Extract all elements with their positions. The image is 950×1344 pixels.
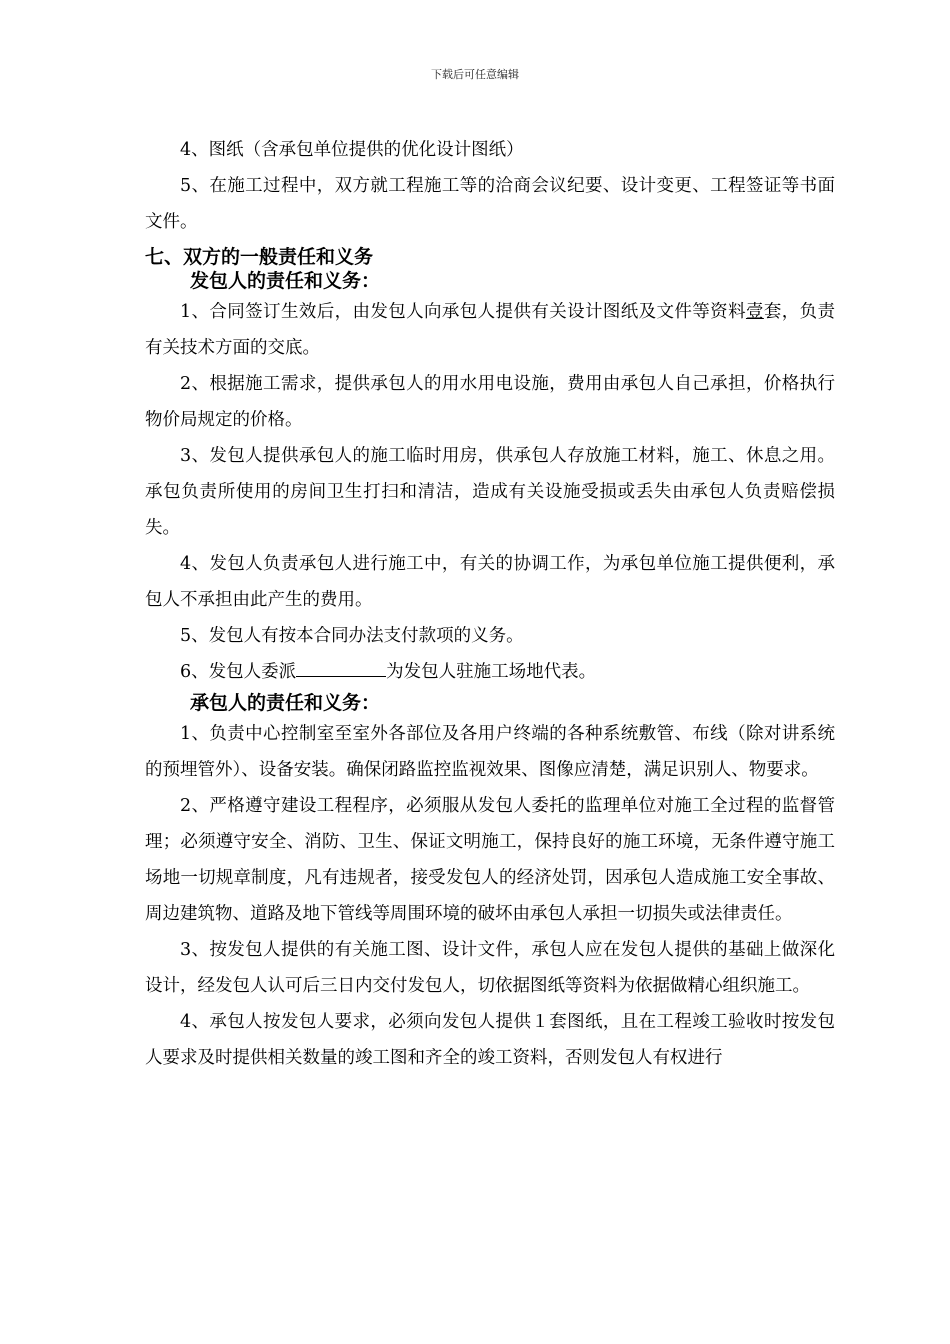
- paragraph: 2、严格遵守建设工程程序，必须服从发包人委托的监理单位对施工全过程的监督管理；必须遵守安全、消防、卫生、保证文明施工，保持良好的施工环境，无条件遵守施工场地一切规章制度，凡有违规者，接受发包人的经济处罚，因承包人造成施工安全事故、周边建筑物、道路及地下管线等周围环境的破坏由承包人承担一切损失或法律责任。: [145, 796, 835, 924]
- paragraph: 5、在施工过程中，双方就工程施工等的洽商会议纪要、设计变更、工程签证等书面文件。: [145, 176, 835, 232]
- paragraph: [145, 294, 835, 366]
- section-heading: 七、双方的一般责任和义务: [145, 246, 374, 268]
- text-segment: 套，负责有关技术方面的交底。: [145, 302, 835, 358]
- paragraph: 4、承包人按发包人要求，必须向发包人提供１套图纸，且在工程竣工验收时按发包人要求及时提供相关数量的竣工图和齐全的竣工资料，否则发包人有权进行: [145, 1012, 835, 1068]
- page-header: 下载后可任意编辑: [431, 68, 519, 81]
- text-segment: 1、合同签订生效后，由发包人向承包人提供有关设计图纸及文件等资料: [180, 302, 746, 322]
- subsection-heading: 发包人的责任和义务：: [190, 270, 381, 292]
- paragraph: 4、图纸（含承包单位提供的优化设计图纸）: [180, 140, 524, 160]
- underlined-text: 壹: [745, 302, 764, 322]
- paragraph: 1、负责中心控制室至室外各部位及各用户终端的各种系统敷管、布线（除对讲系统的预埋管外）、设备安装。确保闭路监控监视效果、图像应清楚，满足识别人、物要求。: [145, 724, 835, 780]
- paragraph: 5、发包人有按本合同办法支付款项的义务。: [180, 626, 524, 646]
- paragraph: 3、发包人提供承包人的施工临时用房，供承包人存放施工材料，施工、休息之用。承包负责所使用的房间卫生打扫和清洁，造成有关设施受损或丢失由承包人负责赔偿损失。: [145, 446, 835, 538]
- paragraph: 4、发包人负责承包人进行施工中，有关的协调工作，为承包单位施工提供便利，承包人不承担由此产生的费用。: [145, 554, 835, 610]
- paragraph: 3、按发包人提供的有关施工图、设计文件，承包人应在发包人提供的基础上做深化设计，经发包人认可后三日内交付发包人，切依据图纸等资料为依据做精心组织施工。: [145, 940, 835, 996]
- text-segment: 为发包人驻施工场地代表。: [386, 662, 597, 682]
- document-body: [145, 132, 835, 1076]
- paragraph: [145, 654, 835, 690]
- text-segment: 6、发包人委派: [180, 662, 297, 682]
- subsection-heading: 承包人的责任和义务：: [190, 692, 381, 714]
- fill-in-blank: [296, 660, 386, 677]
- paragraph: 2、根据施工需求，提供承包人的用水用电设施，费用由承包人自己承担，价格执行物价局规定的价格。: [145, 374, 835, 430]
